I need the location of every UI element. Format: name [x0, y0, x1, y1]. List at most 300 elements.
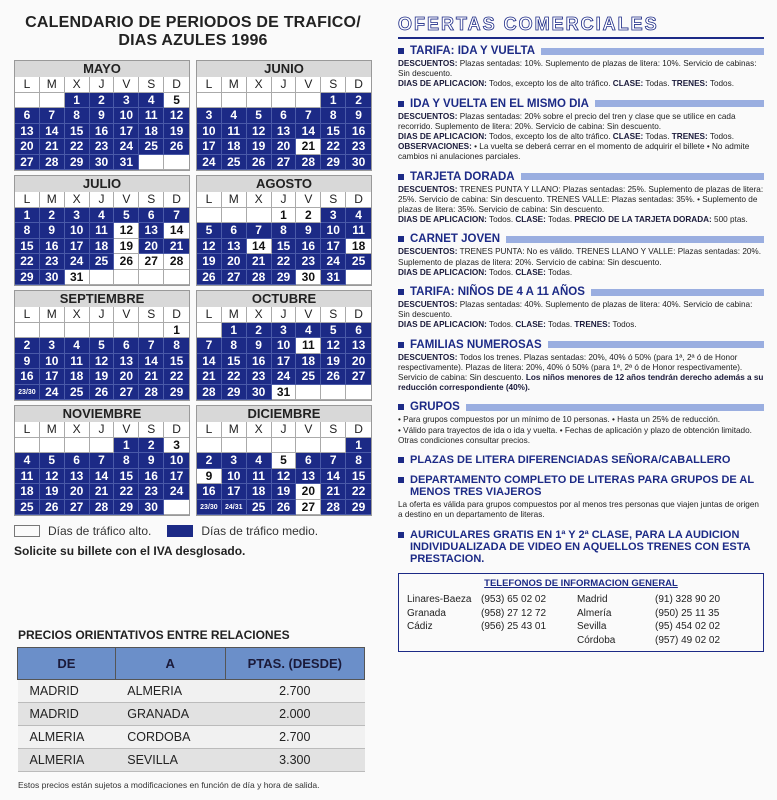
weekday-header: S	[321, 77, 346, 93]
bullet-icon	[398, 532, 404, 538]
day-cell: 27	[15, 155, 40, 171]
day-cell: 27	[114, 385, 139, 401]
month-name: JUNIO	[197, 61, 371, 77]
weekday-header: D	[164, 307, 189, 323]
offer-heading	[398, 339, 764, 351]
day-cell: 15	[346, 469, 371, 485]
day-cell: 6	[114, 338, 139, 354]
bullet-icon	[398, 404, 404, 410]
phone-number: (950) 25 11 35	[655, 607, 720, 619]
day-cell: 6	[15, 108, 40, 124]
phone-city: Linares-Baeza	[407, 594, 472, 606]
day-cell: 2	[197, 453, 222, 469]
day-cell: 14	[139, 354, 164, 370]
month-octubre	[196, 290, 372, 401]
day-cell: 21	[139, 369, 164, 385]
day-cell: 12	[40, 469, 65, 485]
empty-cell	[40, 93, 65, 109]
day-cell: 22	[65, 139, 90, 155]
day-cell: 29	[321, 155, 346, 171]
empty-cell	[40, 438, 65, 454]
weekday-header: L	[15, 192, 40, 208]
phone-city: Madrid	[577, 594, 608, 606]
day-cell: 28	[164, 254, 189, 270]
day-cell: 8	[321, 108, 346, 124]
day-cell: 23	[139, 484, 164, 500]
day-cell: 11	[90, 223, 115, 239]
weekday-header: J	[90, 422, 115, 438]
weekday-header: S	[321, 307, 346, 323]
day-cell: 16	[197, 484, 222, 500]
weekday-header: X	[65, 192, 90, 208]
day-cell: 22	[272, 254, 297, 270]
month-mayo	[14, 60, 190, 171]
phone-city: Almería	[577, 607, 612, 619]
offer-body: DESCUENTOS: Plazas sentadas: 10%. Suplemento de plazas de litera: 10%. Servicio de cabinas: Sin descuento. DIAS DE APLICACION: Todos, excepto los de alto tráfico. CLASE: Todas. TRENES: Todos.	[398, 59, 757, 89]
day-cell: 14	[321, 469, 346, 485]
offer-body: • Para grupos compuestos por un mínimo de 10 personas. • Hasta un 25% de reducción. • Válido para trayectos de ida o ida y vuelta. • Fechas de aplicación y plazo de obtención limitado. Otras condiciones consultar precios.	[398, 415, 752, 445]
day-cell: 20	[296, 484, 321, 500]
day-cell: 18	[296, 354, 321, 370]
phone-number: (953) 65 02 02	[481, 594, 547, 606]
day-cell: 30	[296, 270, 321, 286]
day-cell: 8	[15, 223, 40, 239]
day-cell: 16	[139, 469, 164, 485]
legend-medium-label: Días de tráfico medio.	[201, 524, 319, 538]
table-row	[18, 680, 365, 703]
phone-title: TELEFONOS DE INFORMACION GENERAL	[484, 578, 678, 590]
col-ptas: PTAS. (DESDE)	[225, 648, 364, 680]
day-cell: 9	[296, 223, 321, 239]
day-cell: 28	[197, 385, 222, 401]
day-cell: 21	[164, 239, 189, 255]
day-cell: 30	[139, 500, 164, 516]
day-cell: 4	[90, 208, 115, 224]
month-name: DICIEMBRE	[197, 406, 371, 422]
weekday-header: V	[114, 192, 139, 208]
day-cell: 12	[247, 124, 272, 140]
day-cell: 31	[65, 270, 90, 286]
day-cell: 16	[40, 239, 65, 255]
day-cell: 28	[90, 500, 115, 516]
day-cell: 26	[90, 385, 115, 401]
day-cell: 5	[164, 93, 189, 109]
departamento-body: La oferta es válida para grupos compuestos por al menos tres personas que viajen juntas de origen a destino en un departamento de literas.	[398, 500, 759, 520]
offer-body: DESCUENTOS: TRENES PUNTA: No es válido. TRENES LLANO Y VALLE: Plazas sentadas: 20%. Suplemento de plazas de litera: 20%. Servicio de cabina: Sin descuento. DIAS DE APLICACION: Todos. CLASE: Todas.	[398, 247, 761, 277]
month-septiembre	[14, 290, 190, 401]
price-cell: 2.700	[225, 680, 364, 703]
day-cell: 10	[114, 108, 139, 124]
day-cell: 7	[296, 108, 321, 124]
empty-cell	[222, 438, 247, 454]
weekday-header: M	[222, 77, 247, 93]
offer-section	[398, 339, 764, 394]
heading-bar	[541, 48, 764, 55]
day-cell: 14	[296, 124, 321, 140]
day-cell: 23	[40, 254, 65, 270]
day-cell: 6	[222, 223, 247, 239]
day-cell: 2	[247, 323, 272, 339]
day-cell: 17	[197, 139, 222, 155]
month-name: JULIO	[15, 176, 189, 192]
offer-section	[398, 45, 764, 90]
day-cell: 13	[296, 469, 321, 485]
weekday-header: J	[90, 192, 115, 208]
day-cell: 30	[90, 155, 115, 171]
day-cell: 29	[222, 385, 247, 401]
day-cell: 16	[296, 239, 321, 255]
empty-cell	[139, 323, 164, 339]
empty-cell	[197, 93, 222, 109]
day-cell: 29	[15, 270, 40, 286]
day-cell: 21	[197, 369, 222, 385]
day-cell: 20	[114, 369, 139, 385]
day-cell: 6	[272, 108, 297, 124]
day-cell: 19	[114, 239, 139, 255]
high-traffic-swatch	[14, 525, 40, 537]
month-diciembre	[196, 405, 372, 516]
day-cell: 31	[272, 385, 297, 401]
day-cell: 5	[40, 453, 65, 469]
day-cell: 7	[40, 108, 65, 124]
empty-cell	[296, 93, 321, 109]
day-cell: 16	[15, 369, 40, 385]
empty-cell	[296, 385, 321, 401]
day-cell: 25	[139, 139, 164, 155]
day-cell: 9	[197, 469, 222, 485]
day-cell: 3	[222, 453, 247, 469]
day-cell: 23	[247, 369, 272, 385]
day-cell: 12	[197, 239, 222, 255]
day-cell: 4	[222, 108, 247, 124]
day-cell: 15	[65, 124, 90, 140]
day-cell: 19	[40, 484, 65, 500]
day-cell: 10	[65, 223, 90, 239]
price-cell: 2.700	[225, 726, 364, 749]
day-cell: 16	[90, 124, 115, 140]
weekday-header: D	[346, 77, 371, 93]
empty-cell	[197, 323, 222, 339]
day-cell: 1	[321, 93, 346, 109]
day-cell: 5	[321, 323, 346, 339]
day-cell: 19	[272, 484, 297, 500]
empty-cell	[15, 438, 40, 454]
day-cell: 7	[90, 453, 115, 469]
origin-cell: MADRID	[18, 680, 116, 703]
offer-body: DESCUENTOS: Todos los trenes. Plazas sentadas: 20%, 40% ó 50% (para 1ª, 2ª ó de Honor respectivamente). Plazas de litera: 20%, 40% ó 50% (para 1ª, 2ª ó de Honor respectivamente). Servicio de cabina: Sin descuento. Los niños menores de 12 años tendrán derecho además a su reducción correspondiente (40%).	[398, 352, 764, 393]
phone-number	[481, 634, 577, 648]
origin-cell: ALMERIA	[18, 726, 116, 749]
months-grid	[14, 60, 372, 516]
day-cell: 27	[272, 155, 297, 171]
month-name: OCTUBRE	[197, 291, 371, 307]
day-cell: 24	[321, 254, 346, 270]
day-cell: 1	[222, 323, 247, 339]
empty-cell	[90, 270, 115, 286]
weekday-header: J	[272, 192, 297, 208]
day-cell: 28	[139, 385, 164, 401]
destination-cell: GRANADA	[115, 703, 225, 726]
month-name: SEPTIEMBRE	[15, 291, 189, 307]
day-cell: 22	[164, 369, 189, 385]
day-cell: 2	[40, 208, 65, 224]
day-cell: 27	[65, 500, 90, 516]
weekday-header: S	[139, 422, 164, 438]
day-cell: 11	[15, 469, 40, 485]
weekday-header: L	[15, 422, 40, 438]
empty-cell	[114, 270, 139, 286]
day-cell: 28	[296, 155, 321, 171]
empty-cell	[321, 438, 346, 454]
day-cell: 9	[15, 354, 40, 370]
empty-cell	[164, 270, 189, 286]
day-cell: 12	[272, 469, 297, 485]
day-cell: 22	[15, 254, 40, 270]
offer-title: TARIFA: NIÑOS DE 4 A 11 AÑOS	[410, 286, 585, 299]
day-cell: 13	[15, 124, 40, 140]
phone-number: (957) 49 02 02	[655, 634, 721, 646]
day-cell: 1	[15, 208, 40, 224]
table-row	[18, 726, 365, 749]
month-name: AGOSTO	[197, 176, 371, 192]
day-cell: 10	[222, 469, 247, 485]
bullet-icon	[398, 342, 404, 348]
destination-cell: SEVILLA	[115, 749, 225, 772]
day-cell: 26	[321, 369, 346, 385]
day-cell: 16	[247, 354, 272, 370]
day-cell: 12	[90, 354, 115, 370]
day-cell: 6	[346, 323, 371, 339]
day-cell: 9	[90, 108, 115, 124]
day-cell: 8	[222, 338, 247, 354]
calendar-legend	[14, 524, 372, 538]
offer-heading	[398, 233, 764, 245]
day-cell: 5	[197, 223, 222, 239]
offers-title: OFERTAS COMERCIALES	[398, 14, 764, 39]
month-noviembre	[14, 405, 190, 516]
day-cell: 7	[321, 453, 346, 469]
weekday-header: J	[90, 307, 115, 323]
day-cell: 1	[114, 438, 139, 454]
destination-cell: ALMERIA	[115, 680, 225, 703]
offer-section	[398, 171, 764, 226]
weekday-header: J	[272, 422, 297, 438]
phone-number: (956) 25 43 01	[481, 621, 547, 633]
offer-heading	[398, 171, 764, 183]
phone-number: (958) 27 12 72	[481, 607, 547, 619]
weekday-header: V	[296, 307, 321, 323]
day-cell: 24	[197, 155, 222, 171]
day-cell: 24/31	[222, 500, 247, 516]
day-cell: 23	[296, 254, 321, 270]
offer-body: DESCUENTOS: Plazas sentadas: 20% sobre el precio del tren y clase que se utilice en cada recorrido. Suplemento de litera: 20%. Servicio de cabina: Sin descuento. DIAS DE APLICACION: Todos, excepto los de alto tráfico. CLASE: Todas. TRENES: Todos. OBSERVACIONES: • La vuelta se deberá cerrar en el momento de adquirir el billete • No admite cambios ni anulaciones parciales.	[398, 111, 750, 162]
weekday-header: V	[296, 422, 321, 438]
phone-box	[398, 573, 764, 652]
day-cell: 14	[40, 124, 65, 140]
heading-bar	[521, 173, 764, 180]
origin-cell: ALMERIA	[18, 749, 116, 772]
empty-cell	[296, 438, 321, 454]
day-cell: 4	[65, 338, 90, 354]
day-cell: 24	[272, 369, 297, 385]
weekday-header: J	[90, 77, 115, 93]
day-cell: 12	[164, 108, 189, 124]
bullet-icon	[398, 101, 404, 107]
empty-cell	[164, 500, 189, 516]
col-a: A	[115, 648, 225, 680]
offer-title: IDA Y VUELTA EN EL MISMO DIA	[410, 97, 589, 110]
day-cell: 28	[40, 155, 65, 171]
month-junio	[196, 60, 372, 171]
day-cell: 10	[164, 453, 189, 469]
weekday-header: M	[222, 307, 247, 323]
day-cell: 29	[114, 500, 139, 516]
empty-cell	[247, 208, 272, 224]
day-cell: 21	[321, 484, 346, 500]
day-cell: 4	[247, 453, 272, 469]
day-cell: 31	[114, 155, 139, 171]
empty-cell	[40, 323, 65, 339]
day-cell: 17	[114, 124, 139, 140]
departamento-bullet: DEPARTAMENTO COMPLETO DE LITERAS PARA GRUPOS DE AL MENOS TRES VIAJEROS	[398, 474, 764, 498]
day-cell: 25	[15, 500, 40, 516]
weekday-header: S	[139, 192, 164, 208]
day-cell: 9	[139, 453, 164, 469]
day-cell: 25	[346, 254, 371, 270]
day-cell: 18	[247, 484, 272, 500]
day-cell: 11	[222, 124, 247, 140]
day-cell: 25	[247, 500, 272, 516]
empty-cell	[321, 385, 346, 401]
day-cell: 18	[222, 139, 247, 155]
day-cell: 15	[164, 354, 189, 370]
offer-title: TARIFA: IDA Y VUELTA	[410, 45, 536, 57]
day-cell: 6	[296, 453, 321, 469]
weekday-header: X	[65, 307, 90, 323]
weekday-header: D	[346, 422, 371, 438]
weekday-header: M	[222, 192, 247, 208]
day-cell: 11	[65, 354, 90, 370]
day-cell: 22	[346, 484, 371, 500]
phone-city: Córdoba	[577, 634, 616, 646]
weekday-header: V	[296, 77, 321, 93]
weekday-header: J	[272, 77, 297, 93]
day-cell: 5	[247, 108, 272, 124]
offer-section	[398, 401, 764, 446]
day-cell: 13	[222, 239, 247, 255]
day-cell: 15	[222, 354, 247, 370]
offer-section	[398, 98, 764, 163]
weekday-header: V	[296, 192, 321, 208]
day-cell: 19	[247, 139, 272, 155]
weekday-header: S	[139, 307, 164, 323]
empty-cell	[346, 270, 371, 286]
day-cell: 1	[65, 93, 90, 109]
day-cell: 13	[114, 354, 139, 370]
day-cell: 8	[114, 453, 139, 469]
day-cell: 18	[346, 239, 371, 255]
day-cell: 2	[296, 208, 321, 224]
weekday-header: L	[197, 307, 222, 323]
empty-cell	[164, 155, 189, 171]
day-cell: 7	[247, 223, 272, 239]
weekday-header: L	[197, 192, 222, 208]
day-cell: 23/30	[197, 500, 222, 516]
day-cell: 13	[139, 223, 164, 239]
day-cell: 24	[65, 254, 90, 270]
offer-title: FAMILIAS NUMEROSAS	[410, 338, 542, 351]
empty-cell	[222, 93, 247, 109]
day-cell: 1	[346, 438, 371, 454]
empty-cell	[65, 323, 90, 339]
day-cell: 25	[65, 385, 90, 401]
col-de: DE	[18, 648, 116, 680]
day-cell: 27	[222, 270, 247, 286]
day-cell: 23	[346, 139, 371, 155]
weekday-header: X	[247, 192, 272, 208]
bullet-icon	[398, 174, 404, 180]
weekday-header: V	[114, 77, 139, 93]
weekday-header: D	[164, 77, 189, 93]
day-cell: 4	[296, 323, 321, 339]
vat-notice: Solicite su billete con el IVA desglosado.	[14, 544, 246, 558]
day-cell: 15	[15, 239, 40, 255]
empty-cell	[272, 438, 297, 454]
table-row	[18, 749, 365, 772]
day-cell: 27	[296, 500, 321, 516]
weekday-header: S	[321, 422, 346, 438]
empty-cell	[272, 93, 297, 109]
day-cell: 6	[65, 453, 90, 469]
day-cell: 23/30	[15, 385, 40, 401]
month-agosto	[196, 175, 372, 286]
day-cell: 9	[40, 223, 65, 239]
day-cell: 24	[114, 139, 139, 155]
day-cell: 11	[247, 469, 272, 485]
day-cell: 25	[296, 369, 321, 385]
day-cell: 25	[222, 155, 247, 171]
day-cell: 26	[114, 254, 139, 270]
day-cell: 9	[247, 338, 272, 354]
origin-cell: MADRID	[18, 703, 116, 726]
day-cell: 4	[15, 453, 40, 469]
day-cell: 2	[90, 93, 115, 109]
day-cell: 26	[247, 155, 272, 171]
weekday-header: D	[346, 307, 371, 323]
empty-cell	[114, 323, 139, 339]
day-cell: 30	[40, 270, 65, 286]
weekday-header: X	[247, 422, 272, 438]
day-cell: 17	[222, 484, 247, 500]
weekday-header: M	[40, 77, 65, 93]
weekday-header: V	[114, 422, 139, 438]
weekday-header: M	[222, 422, 247, 438]
empty-cell	[90, 438, 115, 454]
day-cell: 20	[346, 354, 371, 370]
phone-city	[407, 634, 481, 648]
month-julio	[14, 175, 190, 286]
day-cell: 30	[247, 385, 272, 401]
day-cell: 3	[65, 208, 90, 224]
day-cell: 26	[40, 500, 65, 516]
day-cell: 8	[164, 338, 189, 354]
day-cell: 19	[90, 369, 115, 385]
day-cell: 24	[164, 484, 189, 500]
empty-cell	[247, 438, 272, 454]
day-cell: 13	[65, 469, 90, 485]
day-cell: 26	[164, 139, 189, 155]
day-cell: 19	[164, 124, 189, 140]
